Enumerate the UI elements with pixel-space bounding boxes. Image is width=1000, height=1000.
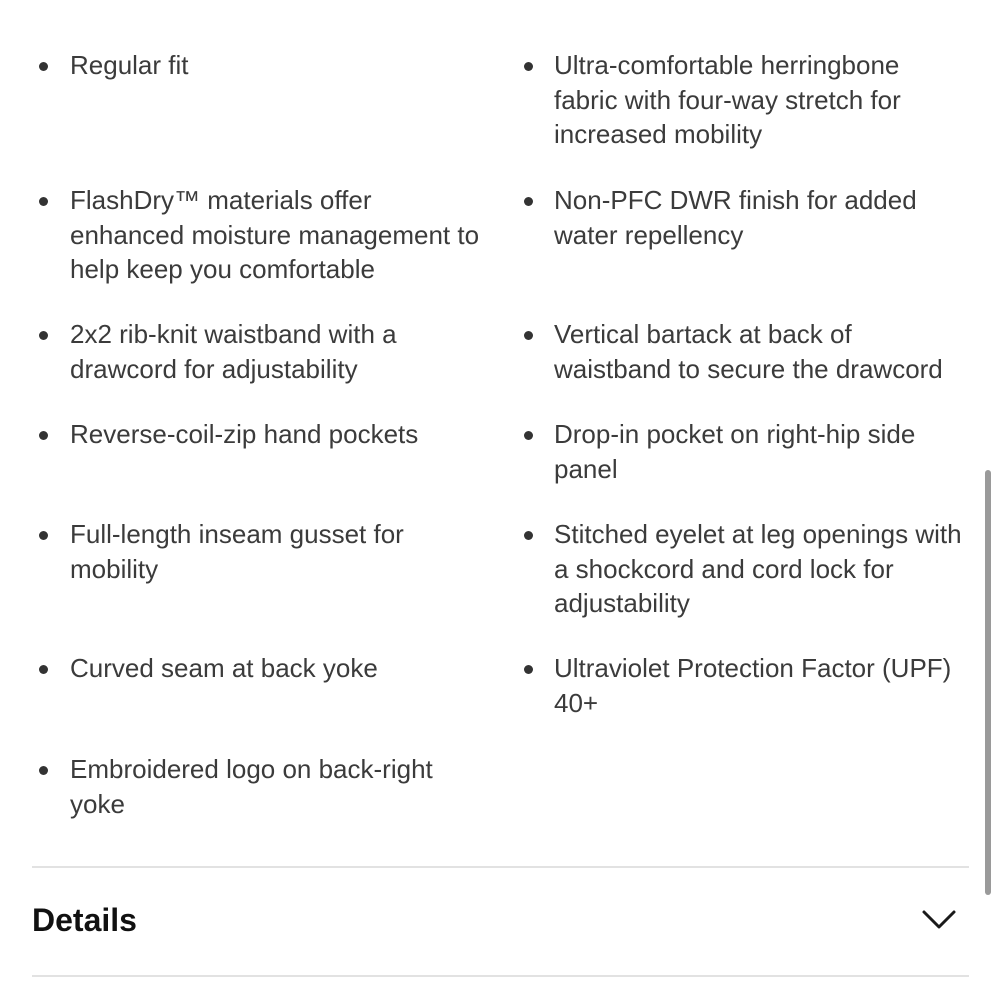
- divider: [32, 975, 969, 977]
- bullet-icon: [524, 62, 533, 71]
- bullet-icon: [39, 531, 48, 540]
- bullet-icon: [524, 431, 533, 440]
- details-title: Details: [32, 902, 137, 938]
- feature-item: Reverse-coil-zip hand pockets: [70, 419, 419, 449]
- feature-item: 2x2 rib-knit waistband with a drawcord for adjustability: [70, 319, 397, 384]
- feature-item: Drop-in pocket on right-hip side panel: [554, 419, 916, 484]
- feature-item: Vertical bartack at back of waistband to secure the drawcord: [554, 319, 943, 384]
- feature-item: FlashDry™ materials offer enhanced moisture management to help keep you comfortable: [70, 185, 480, 284]
- feature-item: Non-PFC DWR finish for added water repellency: [554, 185, 917, 250]
- scrollbar[interactable]: [985, 470, 991, 895]
- feature-item: Curved seam at back yoke: [70, 653, 378, 683]
- bullet-icon: [524, 665, 533, 674]
- feature-item: Regular fit: [70, 50, 189, 80]
- bullet-icon: [39, 766, 48, 775]
- bullet-icon: [39, 331, 48, 340]
- bullet-icon: [39, 197, 48, 206]
- feature-item: Ultraviolet Protection Factor (UPF) 40+: [554, 653, 952, 718]
- divider: [32, 866, 969, 868]
- bullet-icon: [39, 431, 48, 440]
- bullet-icon: [39, 62, 48, 71]
- feature-item: Stitched eyelet at leg openings with a shockcord and cord lock for adjustability: [554, 519, 962, 618]
- details-accordion-header[interactable]: [0, 880, 1000, 964]
- chevron-down-icon[interactable]: [921, 908, 957, 932]
- feature-item: Full-length inseam gusset for mobility: [70, 519, 404, 584]
- bullet-icon: [524, 531, 533, 540]
- bullet-icon: [524, 331, 533, 340]
- feature-item: Embroidered logo on back-right yoke: [70, 754, 433, 819]
- bullet-icon: [39, 665, 48, 674]
- feature-item: Ultra-comfortable herringbone fabric with four-way stretch for increased mobility: [554, 50, 901, 149]
- bullet-icon: [524, 197, 533, 206]
